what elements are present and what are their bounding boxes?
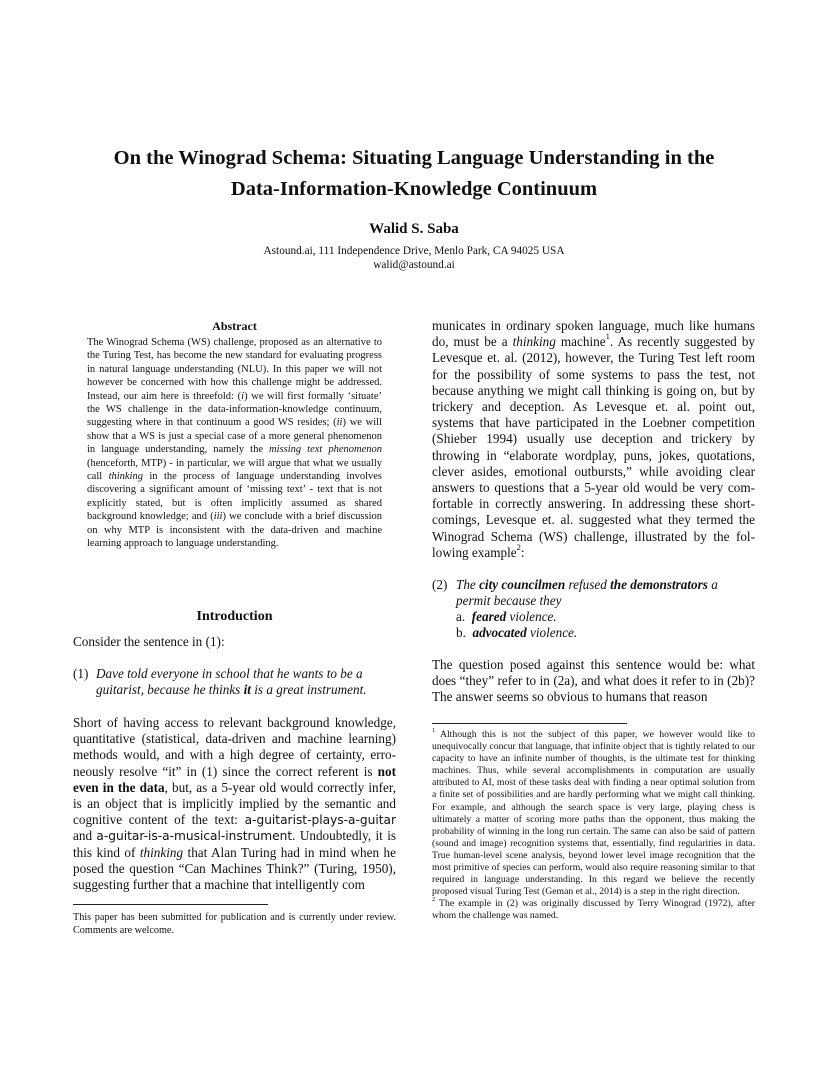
author-email: walid@astound.ai (373, 259, 455, 271)
footnote-1: $^1$ Although this is not the subject of this paper, we however would like to unequivocally concur that language, that infinite object that is tightly related to our capacity to have an infinite number of thoughts, is the ultimate test for thinking machines. Thus, while several accomplishments in computation are usually attributed to AI, most of these tasks deal with finding a near optimal solution from a finite set of possibilities and are hardly performing what we might call thinking. For example, and although the search space is very large, playing chess is ultimately a matter of scoring more paths than the opponent, thus making the probability of winning in the long run certain. The same can also be said of pattern (sound and image) recognition systems that, essentially, find regularities in data. True human-level scene analysis, beyond lower level image recognition that the most primitive of species can perform, would also require reasoning similar to that required in language understanding. In this regard we believe the recently proposed visual Turing Test (Geman et al., 2014) is a step in the right direction. (432, 726, 755, 898)
title-line-2: Data-Information-Knowledge Continuum (230, 178, 598, 200)
intro-paragraph: Short of having access to relevant background knowledge, quantitative (statistical, data-driven and machine learning) methods would, and with a high degree of certainty, erroneously resolve “it” in (1) since the correct referent is not even in the data, but, as a 5-year old would correctly infer, is an object that is implicitly implied by the semantic and cognitive content of the text: a-guitarist-plays-a-guitar and a-guitar-is-a-musical-instrument. Undoubtedly, it is this kind of thinking that Alan Turing had in mind when he posed the question “Can Machines Think?” (Turing, 1950), suggesting further that a machine that intelligently com (73, 715, 397, 893)
example-2-option-a: a. feared violence. (456, 609, 557, 624)
footnote-submission-note: This paper has been submitted for publication and is currently under review. Comments are welcome. (73, 912, 396, 936)
introduction-heading: Introduction (196, 609, 273, 624)
footnote-divider-left (73, 904, 268, 905)
example-2-sentence: The city councilmen refused the demonstrators a permit because they (456, 577, 718, 608)
affiliation-block (0, 244, 828, 272)
intro-consider-sentence: Consider the sentence in (1): (73, 634, 225, 649)
title-line-1: On the Winograd Schema: Situating Language Understanding in the (113, 147, 715, 169)
right-column-paragraph-2: The question posed against this sentence would be: what does “they” refer to in (2a), and what does it refer to in (2b)? The answer seems so obvious to humans that reason (432, 657, 755, 705)
example-1-number: (1) (73, 666, 89, 681)
example-2-option-b: b. advocated violence. (456, 625, 578, 640)
abstract-text: The Winograd Schema (WS) challenge, proposed as an alternative to the Turing Test, has become the new standard for evaluating progress in natural language understanding (NLU). In this paper we will not however be concerned with how this challenge might be addressed. Instead, our aim here is threefold: (i) we will first formally ‘situate’ the WS challenge in the data-information-knowledge continuum, suggesting where in that continuum a good WS resides; (ii) we will show that a WS is just a special case of a more general phenomenon in language understanding, namely the missing text phenomenon (henceforth, MTP) - in particular, we will argue that what we usually call thinking in the process of language understanding involves discovering a significant amount of ‘missing text’ - text that is not explicitly stated, but is often implicitly assumed as shared background knowledge; and (iii) we conclude with a brief discussion on why MTP is inconsistent with the data-driven and machine learning approach to language understanding. (87, 337, 382, 550)
paper-title (0, 143, 828, 205)
footnote-divider-right (432, 723, 627, 724)
right-column-paragraph-1: municates in ordinary spoken language, much like humans do, must be a thinking machine$^1$. As recently suggested by Levesque et. al. (2012), however, the Turing Test left room for the possibility of some systems to pass the test, not because anything we might call thinking is going on, but by trickery and deception. As Levesque et. al. point out, systems that have participated in the Loebner competition (Shieber 1994) usually use deception and trickery by throwing in “elaborate wordplay, puns, jokes, quotations, clever asides, emotional outbursts,” while avoiding clear answers to questions that a 5-year old would be very comfortable in correctly answering. In addressing these shortcomings, Levesque et. al. suggested what they termed the Winograd Schema (WS) challenge, illustrated by the following example$^2$: (432, 318, 756, 560)
affiliation: Astound.ai, 111 Independence Drive, Menlo Park, CA 94025 USA (263, 245, 565, 257)
footnote-ref-2[interactable]: 2 (516, 541, 521, 552)
example-2-number: (2) (432, 577, 448, 592)
example-1-sentence: Dave told everyone in school that he wants to be a guitarist, because he thinks it is a great instrument. (96, 666, 367, 698)
author-name: Walid S. Saba (369, 221, 459, 237)
abstract-heading: Abstract (212, 319, 257, 333)
footnote-ref-1[interactable]: 1 (605, 331, 610, 342)
footnote-2: $^2$ The example in (2) was originally discussed by Terry Winograd (1972), after whom the challenge was named. (432, 895, 755, 922)
footnotes-right (432, 726, 755, 923)
